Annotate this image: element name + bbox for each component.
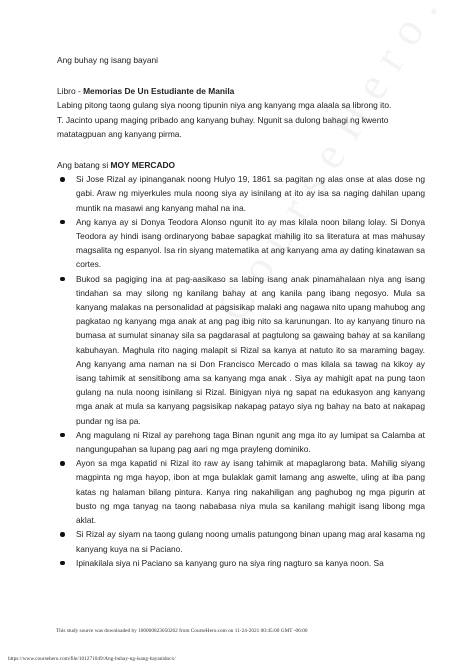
bullet-icon xyxy=(60,561,65,566)
list-item-text: Si Rizal ay siyam na taong gulang noong umalis patungong binan upang mag aral kasama ng kanyang kuya na si Paciano. xyxy=(76,529,425,554)
list-item xyxy=(57,556,425,570)
intro-line: T. Jacinto upang maging pribado ang kanyang buhay. Ngunit sa dulong bahagi ng kwento matatagpuan ang kanyang pirma. xyxy=(57,114,389,139)
bullet-icon xyxy=(60,532,65,537)
list-item xyxy=(57,456,425,527)
intro-line: Labing pitong taong gulang siya noong tipunin niya ang kanyang mga alaala sa librong ito. xyxy=(57,100,392,111)
list-item xyxy=(57,215,425,272)
footer-source-note: This study source was downloaded by 100000823050262 from CourseHero.com on 11-24-2021 00:45:00 GMT -06:00 xyxy=(56,628,308,634)
document-title: Ang buhay ng isang bayani xyxy=(57,55,159,65)
book-line xyxy=(57,84,425,98)
list-item xyxy=(57,172,425,215)
section-prefix: Ang batang si xyxy=(57,160,111,171)
bullet-list xyxy=(57,172,425,570)
document-body xyxy=(57,53,425,570)
list-item-text: Ang kanya ay si Donya Teodora Alonso ngunit ito ay mas kilala noon bilang lolay. Si Donya Teodora ay hindi isang ordinaryong babae sapagkat mahilig ito sa literatura at mas mahusay magsalita ng espanyol. Isa rin siyang matematika at ang kanyang ama ay dating kinatawan sa cortes. xyxy=(76,216,425,270)
list-item-text: Ayon sa mga kapatid ni Rizal ito raw ay isang tahimik at mapaglarong bata. Mahilig siyang magpinta ng mga hayop, ibon at mga bulaklak gamit lamang ang aswelte, uling at iba pang katas ng halaman bilang pintura. Kanya ring nakahiligan ang paghubog ng mga pigurin at busto ng mga tanyag na taong nababasa niya mula sa kanilang mahigit isang libong mga aklat. xyxy=(76,458,425,526)
list-item-text: Ang magulang ni Rizal ay parehong taga Binan ngunit ang mga ito ay lumipat sa Calamba at nangungupahan sa lupang pag aari ng mga prayleng dominiko. xyxy=(76,429,425,455)
list-item xyxy=(57,428,425,456)
book-prefix: Libro - xyxy=(57,86,84,97)
list-item-text: Bukod sa pagiging ina at pag-aasikaso sa labing isang anak pinamahalaan niya ang isang tindahan sa may silong ng kanilang bahay at ang kanila pang ibang negosyo. Mula sa kanyang malakas na personalidad at pagsisikap malaki ang nagawa nito upang mahubog ang pagkatao ng kanyang mga anak at ang pag ibig nito sa karunungan. Ito ay kanyang tinuro na bumasa at sumulat sinanay sila sa pagdarasal at pagtulong sa gawaing bahay at sa kanilang kabuhayan. Maghula rito naging malapit si Rizal sa kanya at natuto ito sa maraming bagay. Ang kanyang ama naman na si Don Francisco Mercado o mas kilala sa tawag na kikoy ay isang tahimik at sensitibong ama sa kanyang mga anak . Siya ay mahigit apat na pung taon gulang na nula noong isinilang si Rizal. Binigyan niya ng sapat na edukasyon ang kanyang mga anak at mula sa kanyang pagsisikap nakapag patayo siya ng bahay na bato at nakapag pundar ng isa pa. xyxy=(76,273,425,426)
section-heading xyxy=(57,158,425,172)
bullet-icon xyxy=(60,220,65,225)
bullet-icon xyxy=(60,461,65,466)
book-title: Memorias De Un Estudiante de Manila xyxy=(83,86,235,97)
section-name: MOY MERCADO xyxy=(110,160,176,171)
bullet-icon xyxy=(60,177,65,182)
bullet-icon xyxy=(60,277,65,282)
list-item xyxy=(57,272,425,428)
list-item-text: Ipinakilala siya ni Paciano sa kanyang guro na siya ring nagturo sa kanya noon. Sa xyxy=(76,557,384,568)
list-item-text: Si Jose Rizal ay ipinanganak noong Hulyo 19, 1861 sa pagitan ng alas onse at alas dose ng gabi. Araw ng miyerkules mula noong siya ay isinilang at ito ay isa sa naging dahilan upang muntik na masawi ang kanyang mahal na ina. xyxy=(76,174,425,213)
list-item xyxy=(57,527,425,555)
footer-url-link[interactable]: https://www.coursehero.com/file/101271049/Ang-buhay-ng-isang-bayanidocx/ xyxy=(8,656,176,662)
bullet-icon xyxy=(60,433,65,438)
